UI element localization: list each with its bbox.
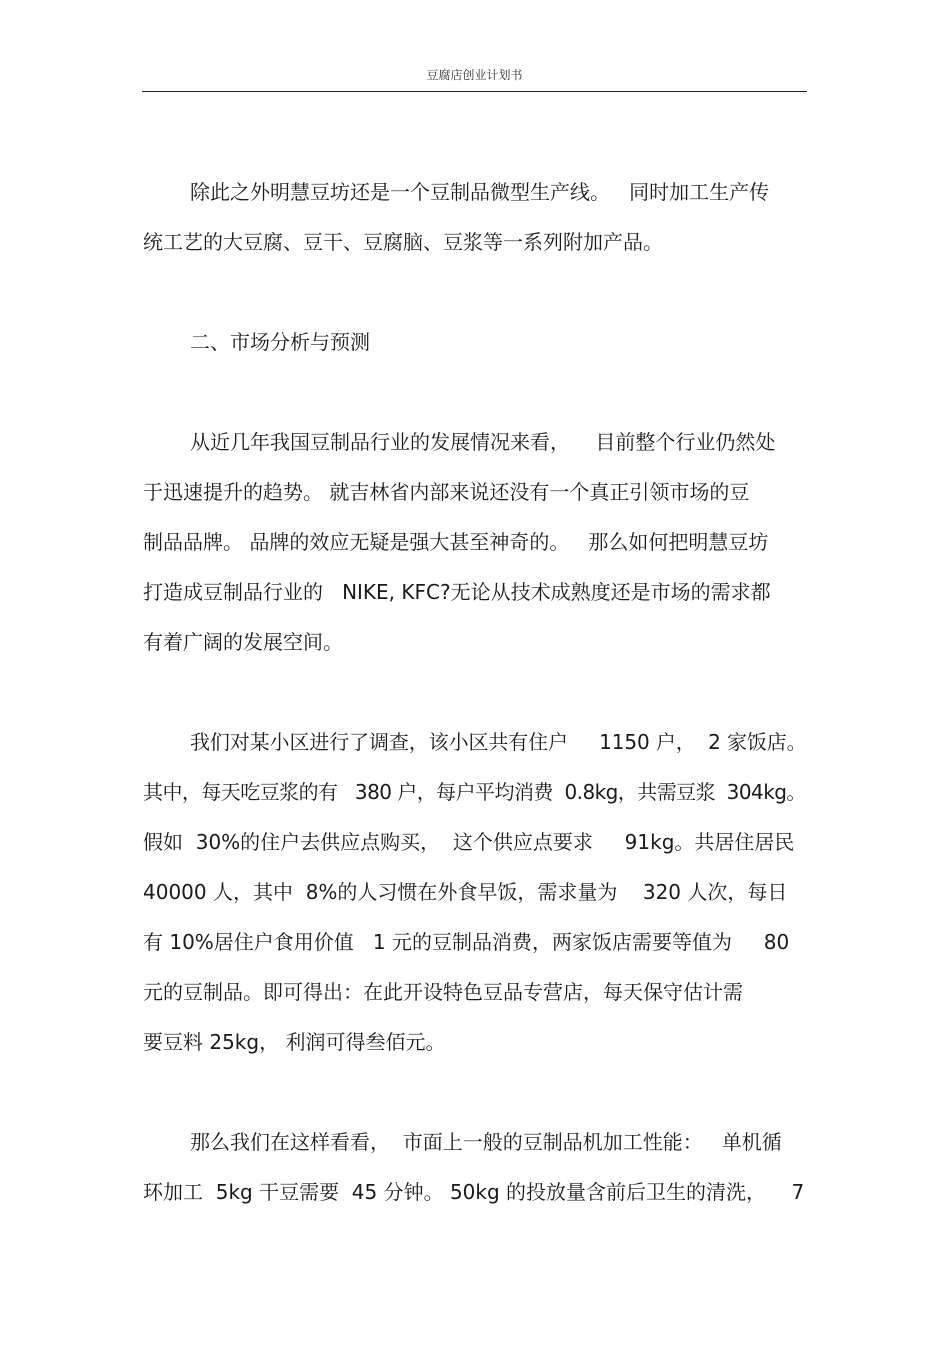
paragraph-line: 我们对某小区进行了调查，该小区共有住户 1150 户， 2 家饭店。 bbox=[190, 730, 807, 754]
page-header-title: 豆腐店创业计划书 bbox=[426, 68, 523, 82]
paragraph-line: 于迅速提升的趋势。 就吉林省内部来说还没有一个真正引领市场的豆 bbox=[143, 480, 750, 504]
paragraph-line: 除此之外明慧豆坊还是一个豆制品微型生产线。 同时加工生产传 bbox=[190, 180, 770, 204]
paragraph-line: 打造成豆制品行业的 NIKE, KFC?无论从技术成熟度还是市场的需求都 bbox=[143, 580, 771, 604]
paragraph-line: 其中，每天吃豆浆的有 380 户，每户平均消费 0.8kg，共需豆浆 304kg。 bbox=[143, 780, 806, 804]
section-heading: 二、市场分析与预测 bbox=[190, 330, 370, 354]
paragraph-line: 40000 人，其中 8%的人习惯在外食早饭，需求量为 320 人次，每日 bbox=[143, 880, 788, 904]
paragraph-line: 环加工 5kg 干豆需要 45 分钟。 50kg 的投放量含前后卫生的清洗， 7 bbox=[143, 1180, 805, 1204]
paragraph-line: 从近几年我国豆制品行业的发展情况来看， 目前整个行业仍然处 bbox=[190, 430, 776, 454]
paragraph-line: 要豆料 25kg， 利润可得叁佰元。 bbox=[143, 1030, 446, 1054]
header-divider bbox=[142, 91, 807, 92]
paragraph-line: 统工艺的大豆腐、豆干、豆腐脑、豆浆等一系列附加产品。 bbox=[143, 230, 663, 254]
paragraph-line: 有着广阔的发展空间。 bbox=[143, 630, 343, 654]
paragraph-line: 制品品牌。 品牌的效应无疑是强大甚至神奇的。 那么如何把明慧豆坊 bbox=[143, 530, 769, 554]
paragraph-line: 假如 30%的住户去供应点购买， 这个供应点要求 91kg。共居住居民 bbox=[143, 830, 795, 854]
paragraph-line: 那么我们在这样看看， 市面上一般的豆制品机加工性能： 单机循 bbox=[190, 1130, 782, 1154]
paragraph-line: 元的豆制品。即可得出：在此开设特色豆品专营店，每天保守估计需 bbox=[143, 980, 743, 1004]
paragraph-line: 有 10%居住户食用价值 1 元的豆制品消费，两家饭店需要等值为 80 bbox=[143, 930, 790, 954]
